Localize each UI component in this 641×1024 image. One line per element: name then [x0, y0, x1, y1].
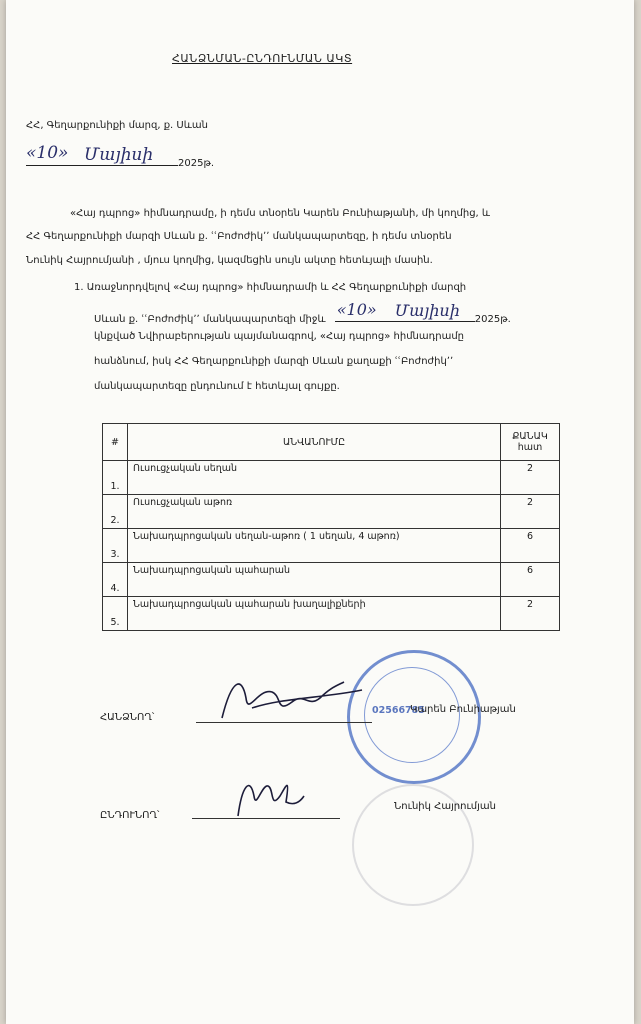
row-num: 3.	[103, 529, 128, 563]
header-qty-line2: հատ	[517, 442, 543, 453]
row-num: 5.	[103, 597, 128, 631]
clause-line-3: կնքված Նվիրաբերության պայմանագրով, «Հայ դպրոց» հիմնադրամը	[94, 331, 464, 342]
row-qty: 6	[501, 529, 560, 563]
table-row	[103, 495, 560, 529]
header-name: ԱՆՎԱՆՈՒՄԸ	[128, 424, 501, 461]
receiver-signature	[228, 766, 308, 822]
receiver-label: ԸՆԴՈՒՆՈՂ՝	[100, 810, 160, 821]
row-num: 2.	[103, 495, 128, 529]
row-name: Նախադպրոցական պահարան խաղալիքների	[128, 597, 501, 631]
row-qty: 2	[501, 597, 560, 631]
giver-name: Կարեն Բունիաթյան	[410, 704, 516, 715]
table-row	[103, 461, 560, 495]
date-month: Մայիսի	[84, 145, 154, 165]
intro-line-3: Նունիկ Հայրումյանի , մյուս կողմից, կազմեցին սույն ակտը հետևյալի մասին.	[26, 255, 433, 266]
clause-line-5: մանկապարտեզը ընդունում է հետևյալ գույքը.	[94, 381, 340, 392]
clause-line-1: 1. Առաջնորդվելով «Հայ դպրոց» հիմնադրամի և ՀՀ Գեղարքունիքի մարզի	[74, 282, 467, 293]
items-table	[102, 423, 560, 631]
place-line: ՀՀ, Գեղարքունիքի մարզ, ք. Սևան	[26, 120, 208, 131]
clause-line-4: հանձնում, իսկ ՀՀ Գեղարքունիքի մարզի Սևան քաղաքի ՙՙԲոժոժիկ՚՚	[94, 356, 454, 367]
clause-date-handwritten	[335, 300, 475, 322]
row-qty: 2	[501, 495, 560, 529]
table-row	[103, 597, 560, 631]
header-qty-line1: ՔԱՆԱԿ	[512, 431, 548, 442]
table-row	[103, 529, 560, 563]
row-name: Նախադպրոցական պահարան	[128, 563, 501, 597]
clause-line-2-text: Սևան ք. ՙՙԲոժոժիկ՚՚ մանկապարտեզի միջև	[94, 314, 326, 325]
intro-line-1: «Հայ դպրոց» հիմնադրամը, ի դեմս տնօրեն Կարեն Բունիաթյանի, մի կողմից, և	[70, 208, 491, 219]
document-title: ՀԱՆՁՆՄԱՆ-ԸՆԴՈՒՆՄԱՆ ԱԿՏ	[172, 52, 353, 65]
row-name: Ուսուցչական սեղան	[128, 461, 501, 495]
row-qty: 6	[501, 563, 560, 597]
table-header-row	[103, 424, 560, 461]
receiver-name: Նունիկ Հայրումյան	[394, 801, 496, 812]
row-name: Ուսուցչական աթոռ	[128, 495, 501, 529]
date-year: 2025թ.	[178, 158, 215, 169]
table-row	[103, 563, 560, 597]
clause-date-year: 2025թ.	[474, 314, 511, 325]
row-num: 1.	[103, 461, 128, 495]
clause-line-2	[94, 300, 511, 325]
giver-signature	[212, 668, 372, 730]
date-line	[26, 143, 215, 169]
date-day: «10»	[26, 143, 69, 163]
header-qty	[501, 424, 560, 461]
row-qty: 2	[501, 461, 560, 495]
clause-date-month: Մայիսի	[394, 301, 460, 320]
date-handwritten	[26, 143, 178, 166]
row-num: 4.	[103, 563, 128, 597]
header-num: #	[103, 424, 128, 461]
clause-date-day: «10»	[336, 300, 377, 319]
intro-line-2: ՀՀ Գեղարքունիքի մարզի Սևան ք. ՙՙԲոժոժիկ՚՚ մանկապարտեզը, ի դեմս տնօրեն	[26, 231, 452, 242]
giver-label: ՀԱՆՁՆՈՂ՝	[100, 712, 155, 723]
row-name: Նախադպրոցական սեղան-աթոռ ( 1 սեղան, 4 աթոռ)	[128, 529, 501, 563]
stamp-number: 02566785	[372, 705, 425, 716]
